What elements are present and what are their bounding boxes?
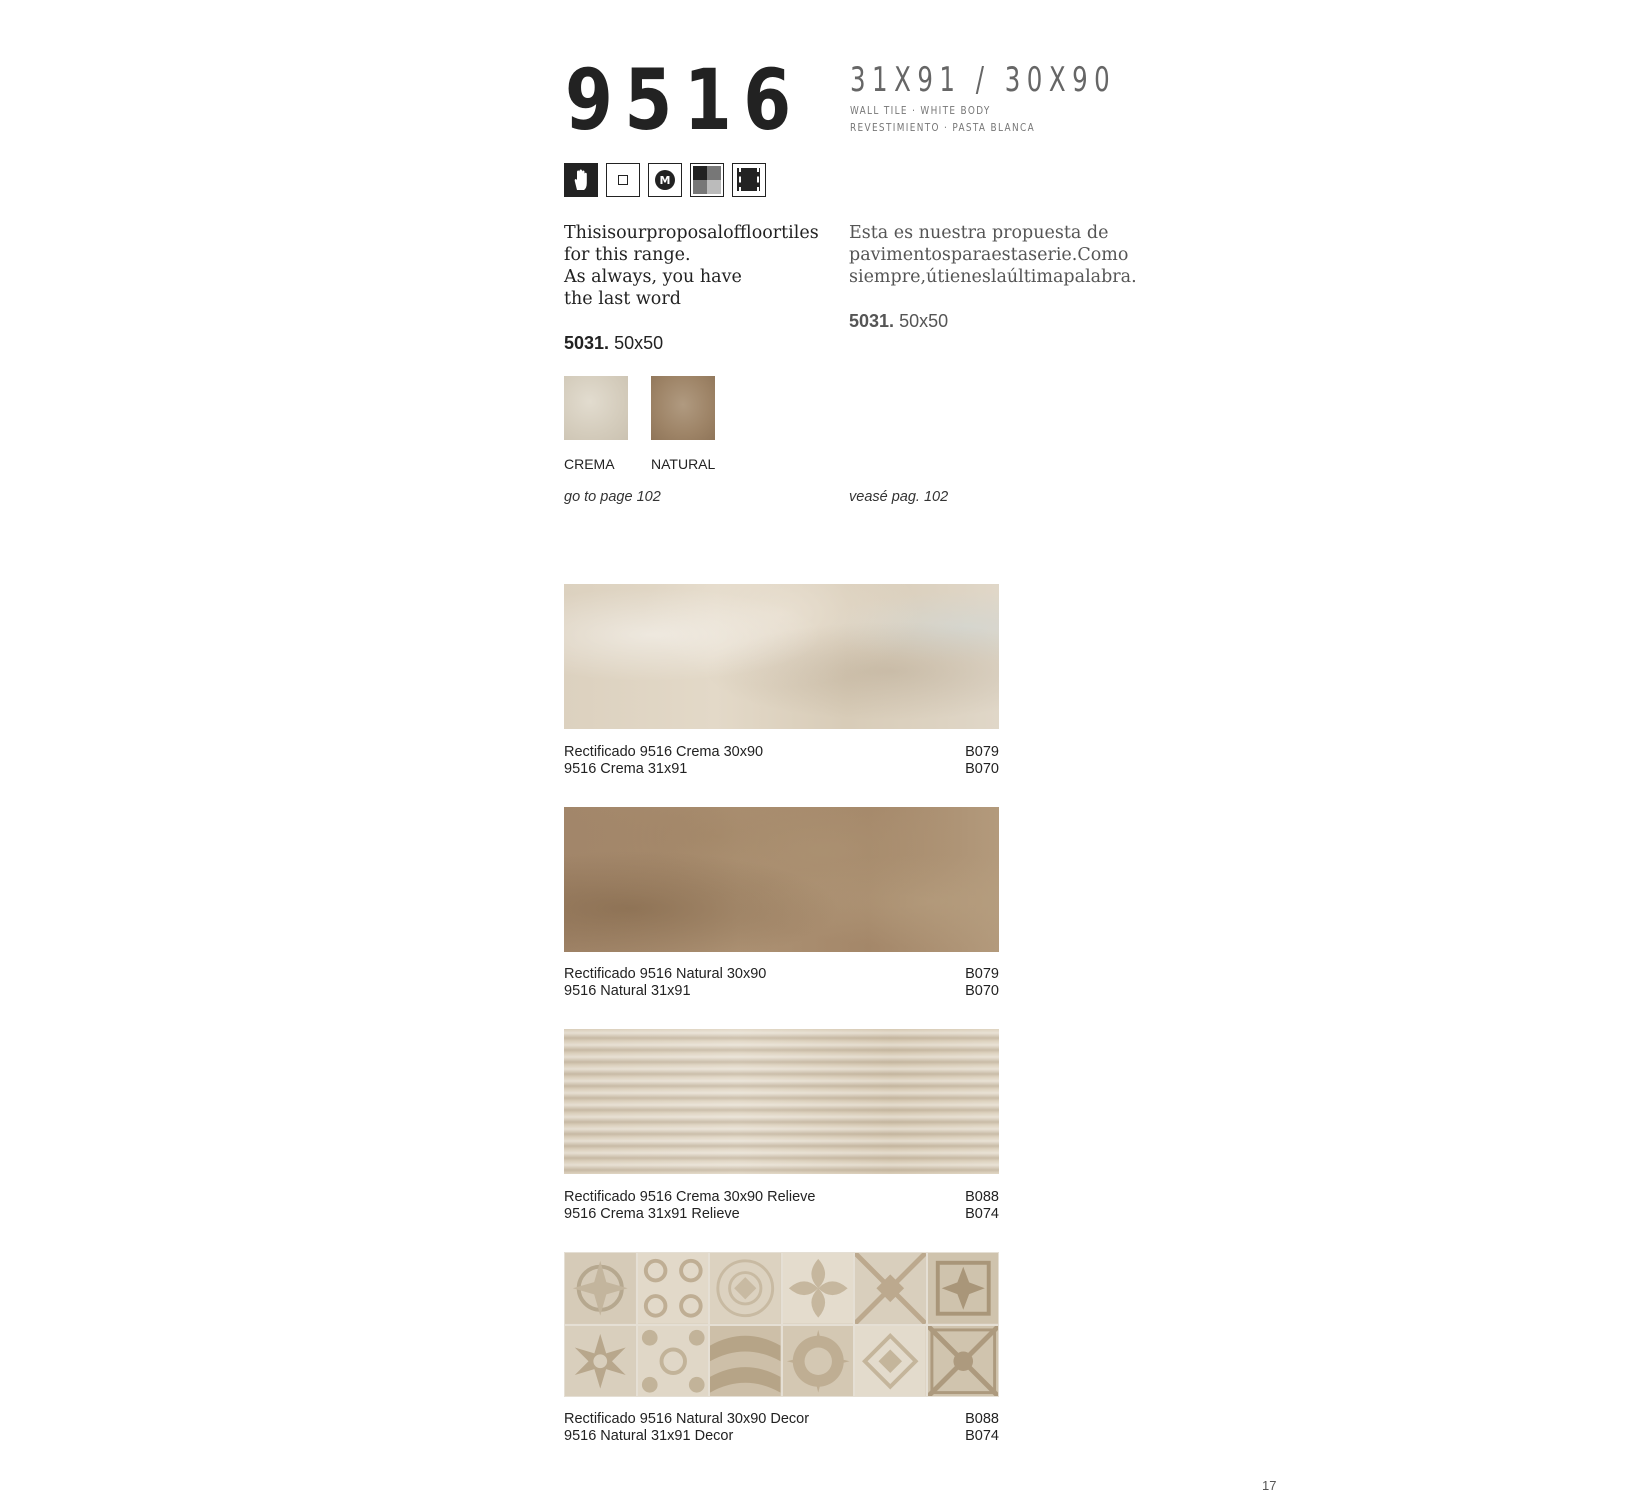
description-en-line: the last word [564,289,681,309]
tile-caption-crema [564,744,999,778]
tile-code: B088 [965,1189,999,1205]
floor-code-es-number: 5031. [849,311,895,331]
description-es-line: Esta es nuestra propuesta de [849,223,1109,243]
swatch-label-crema: CREMA [564,456,615,472]
tile-name: 9516 Crema 31x91 Relieve [564,1206,740,1222]
description-en [564,222,834,310]
tile-name: 9516 Crema 31x91 [564,761,688,777]
decor-pattern-cell [709,1325,782,1398]
decor-pattern-cell [709,1252,782,1325]
decor-pattern-cell [927,1252,1000,1325]
tile-image-crema [564,584,999,729]
size-title: 31X91 / 30X90 [850,60,1117,100]
description-es-line: pavimentosparaestaserie.Como [849,245,1129,265]
decor-pattern-cell [564,1252,637,1325]
decor-pattern-cell [854,1252,927,1325]
description-en-line: As always, you have [564,267,742,287]
rectified-cut-icon [732,163,766,197]
decor-pattern-cell [927,1325,1000,1398]
page-number: 17 [1262,1478,1277,1493]
tile-code: B088 [965,1411,999,1427]
model-number: 9516 [565,51,803,149]
decor-pattern-cell [854,1325,927,1398]
decor-pattern-cell [782,1252,855,1325]
tile-name: 9516 Natural 31x91 [564,983,691,999]
swatch-natural [651,376,715,440]
tile-caption-natural-decor [564,1411,999,1445]
goto-page-es: veasé pag. 102 [849,489,949,505]
m-circle-icon: M [648,163,682,197]
tile-code: B079 [965,744,999,760]
tile-image-natural [564,807,999,952]
hand-icon [564,163,598,197]
tile-caption-crema-relieve [564,1189,999,1223]
tile-name: Rectificado 9516 Crema 30x90 Relieve [564,1189,816,1205]
swatch-crema [564,376,628,440]
subtitle-es: REVESTIMIENTO · PASTA BLANCA [850,121,1036,134]
decor-pattern-cell [782,1325,855,1398]
description-en-line: for this range. [564,245,691,265]
description-es [849,222,1149,288]
tile-code: B079 [965,966,999,982]
tile-name: Rectificado 9516 Crema 30x90 [564,744,764,760]
floor-code-es-size: 50x50 [899,311,949,331]
floor-code-en-number: 5031. [564,333,610,353]
floor-code-en-size: 50x50 [614,333,664,353]
decor-pattern-cell [564,1325,637,1398]
tile-image-crema-relieve [564,1029,999,1174]
square-icon [606,163,640,197]
tile-image-natural-decor [564,1252,999,1397]
tile-code: B070 [965,983,999,999]
tile-name: Rectificado 9516 Natural 30x90 [564,966,767,982]
tile-code: B074 [965,1206,999,1222]
tile-code: B070 [965,761,999,777]
tile-name: Rectificado 9516 Natural 30x90 Decor [564,1411,810,1427]
floor-code-en [564,333,663,354]
tile-caption-natural [564,966,999,1000]
tile-name: 9516 Natural 31x91 Decor [564,1428,734,1444]
goto-page-en: go to page 102 [564,489,661,505]
floor-code-es [849,311,948,332]
subtitle-en: WALL TILE · WHITE BODY [850,104,991,117]
decor-pattern-cell [637,1252,710,1325]
feature-icons [564,163,766,197]
shade-variation-icon [690,163,724,197]
description-en-line: Thisisourproposaloffloortiles [564,223,819,243]
tile-code: B074 [965,1428,999,1444]
description-es-line: siempre,útieneslaúltimapalabra. [849,267,1137,287]
swatch-label-natural: NATURAL [651,456,716,472]
decor-pattern-cell [637,1325,710,1398]
